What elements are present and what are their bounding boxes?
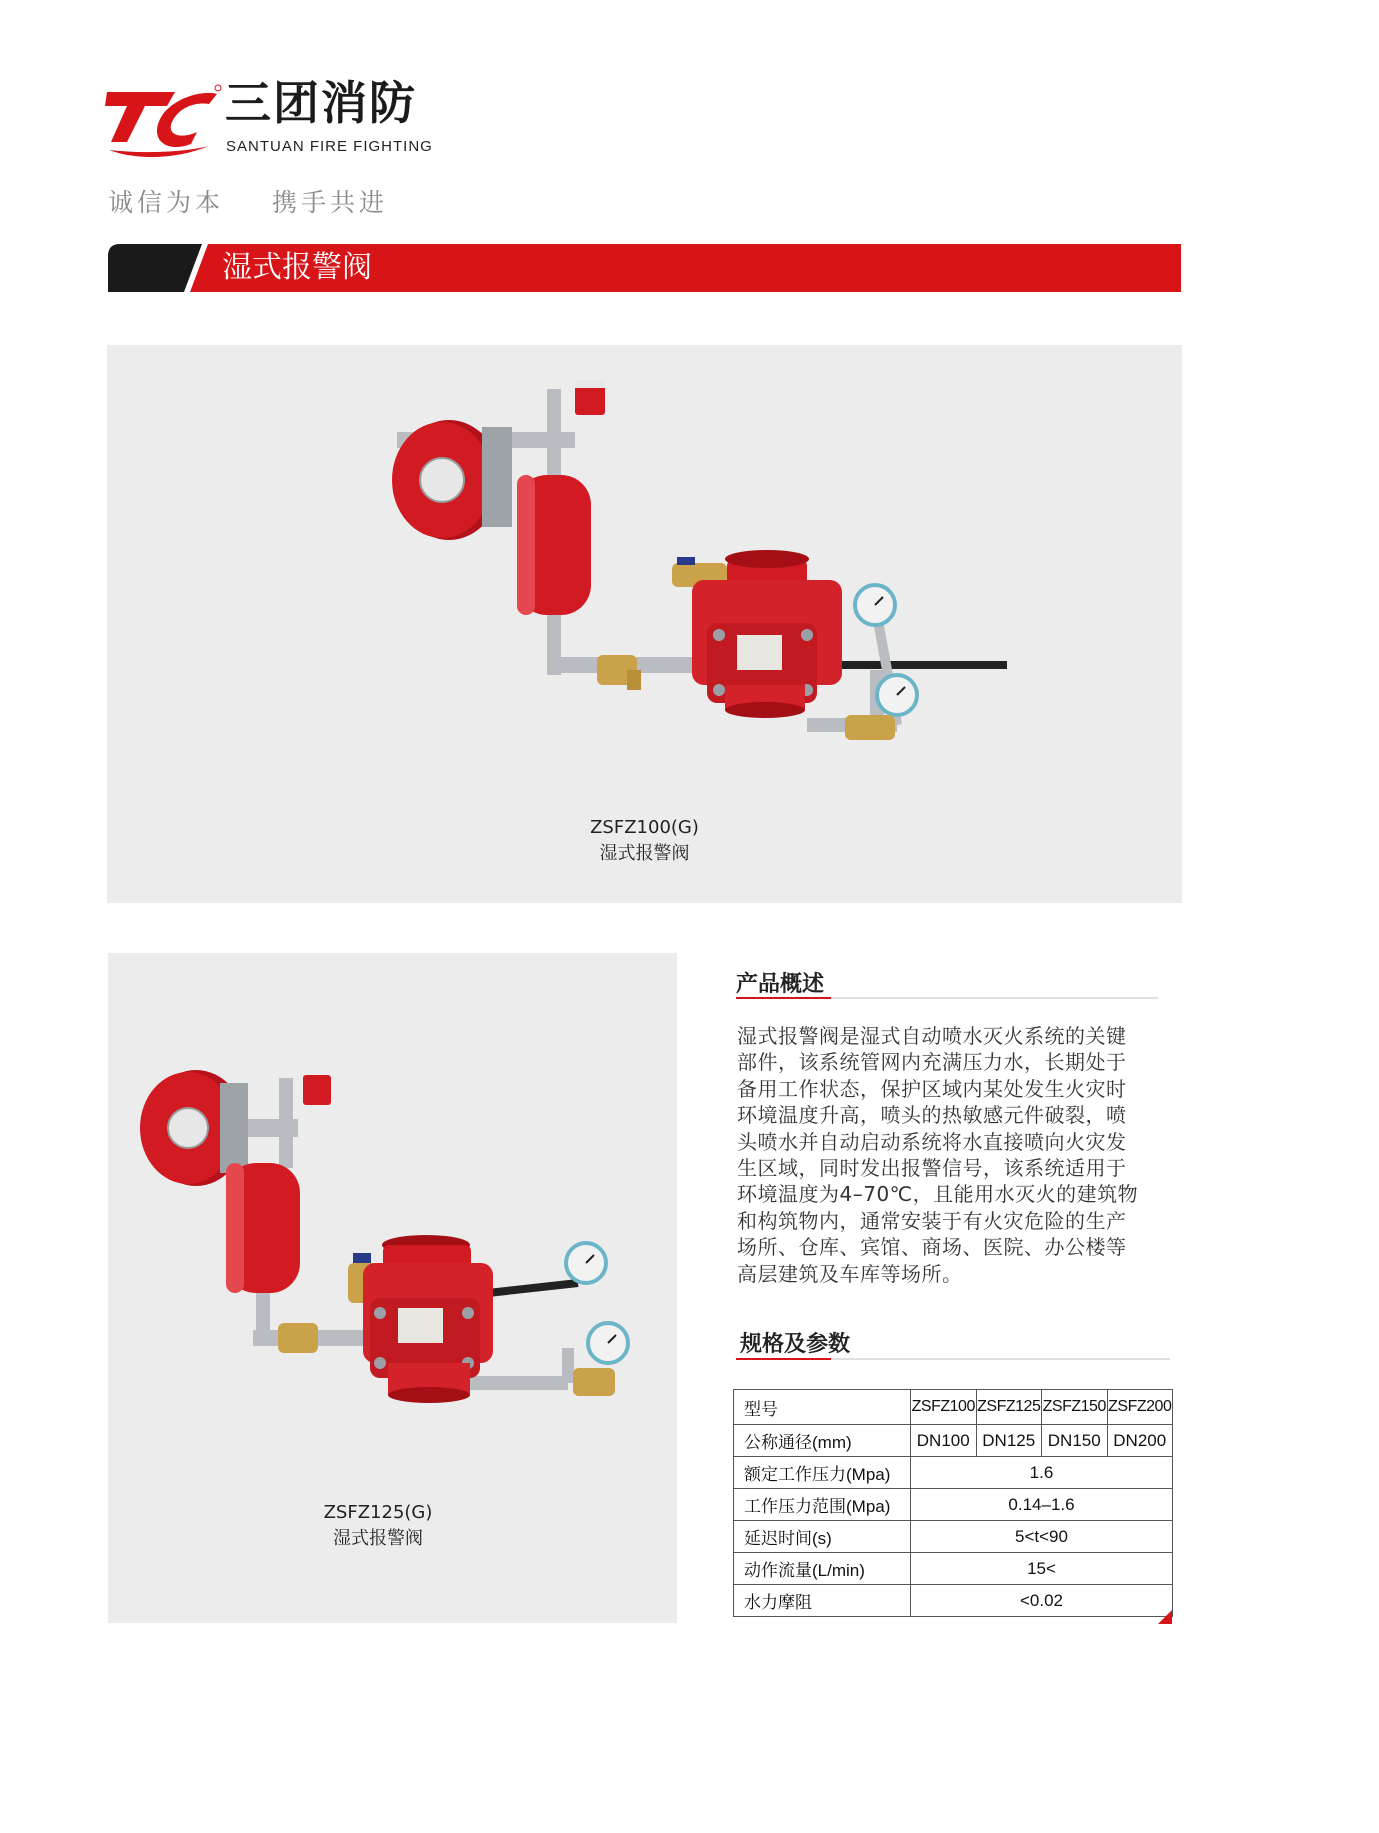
table-row: [734, 1390, 1173, 1425]
product-caption-2: [108, 1500, 648, 1552]
brand-name-en: SANTUAN FIRE FIGHTING: [226, 138, 433, 155]
cell-value: 15<: [911, 1553, 1173, 1585]
cell-value: DN125: [976, 1425, 1042, 1457]
cell-value: DN200: [1107, 1425, 1173, 1457]
cell-value: ZSFZ150: [1042, 1390, 1108, 1425]
overview-divider: [736, 997, 1158, 999]
product-name-1: 湿式报警阀: [599, 843, 690, 864]
cell-value: ZSFZ200: [1107, 1390, 1173, 1425]
spec-table: [733, 1389, 1173, 1617]
cell-value: <0.02: [911, 1585, 1173, 1617]
row-label: 型号: [734, 1390, 911, 1425]
overview-line: 头喷水并自动启动系统将水直接喷向火灾发: [737, 1129, 1127, 1154]
row-label: 额定工作压力(Mpa): [734, 1457, 911, 1489]
cell-value: DN100: [911, 1425, 977, 1457]
brand-logo-icon: [105, 80, 225, 160]
table-row: [734, 1425, 1173, 1457]
overview-heading: 产品概述: [736, 972, 825, 997]
overview-line: 和构筑物内，通常安装于有火灾危险的生产: [737, 1208, 1127, 1233]
product-name-2: 湿式报警阀: [333, 1528, 423, 1549]
specs-heading: 规格及参数: [740, 1332, 851, 1357]
table-row: [734, 1553, 1173, 1585]
cell-value: 5<t<90: [911, 1521, 1173, 1553]
slogan-part-2: 携手共进: [272, 188, 389, 217]
specs-divider: [736, 1358, 1170, 1360]
cell-value: DN150: [1042, 1425, 1108, 1457]
overview-text: [737, 1023, 1167, 1287]
table-row: [734, 1521, 1173, 1553]
overview-line: 场所、仓库、宾馆、商场、医院、办公楼等: [737, 1235, 1127, 1260]
table-row: [734, 1457, 1173, 1489]
overview-line: 湿式报警阀是湿式自动喷水灭火系统的关键: [737, 1024, 1127, 1048]
row-label: 公称通径(mm): [734, 1425, 911, 1457]
overview-line: 高层建筑及车库等场所。: [737, 1261, 963, 1286]
table-row: [734, 1585, 1173, 1617]
cell-value: 1.6: [911, 1457, 1173, 1489]
row-label: 延迟时间(s): [734, 1521, 911, 1553]
table-row: [734, 1489, 1173, 1521]
cell-value: ZSFZ100: [911, 1390, 977, 1425]
brand-name: 三团消防: [225, 76, 417, 130]
cell-value: 0.14–1.6: [911, 1489, 1173, 1521]
slogan: [108, 183, 388, 219]
overview-line: 环境温度为4–70℃，且能用水灭火的建筑物: [737, 1182, 1139, 1207]
overview-line: 生区域，同时发出报警信号，该系统适用于: [737, 1156, 1127, 1181]
slogan-part-1: 诚信为本: [108, 188, 225, 217]
table-corner-accent: [1158, 1610, 1172, 1624]
product-model-1: ZSFZ100(G): [590, 817, 699, 838]
page-title: 湿式报警阀: [222, 250, 372, 285]
overview-line: 环境温度升高，喷头的热敏感元件破裂，喷: [737, 1103, 1127, 1128]
row-label: 水力摩阻: [734, 1585, 911, 1617]
overview-line: 备用工作状态，保护区域内某处发生火灾时: [737, 1076, 1127, 1101]
overview-line: 部件，该系统管网内充满压力水，长期处于: [737, 1050, 1127, 1075]
product-model-2: ZSFZ125(G): [323, 1502, 433, 1523]
row-label: 动作流量(L/min): [734, 1553, 911, 1585]
product-caption-1: [107, 815, 1182, 867]
row-label: 工作压力范围(Mpa): [734, 1489, 911, 1521]
cell-value: ZSFZ125: [976, 1390, 1042, 1425]
